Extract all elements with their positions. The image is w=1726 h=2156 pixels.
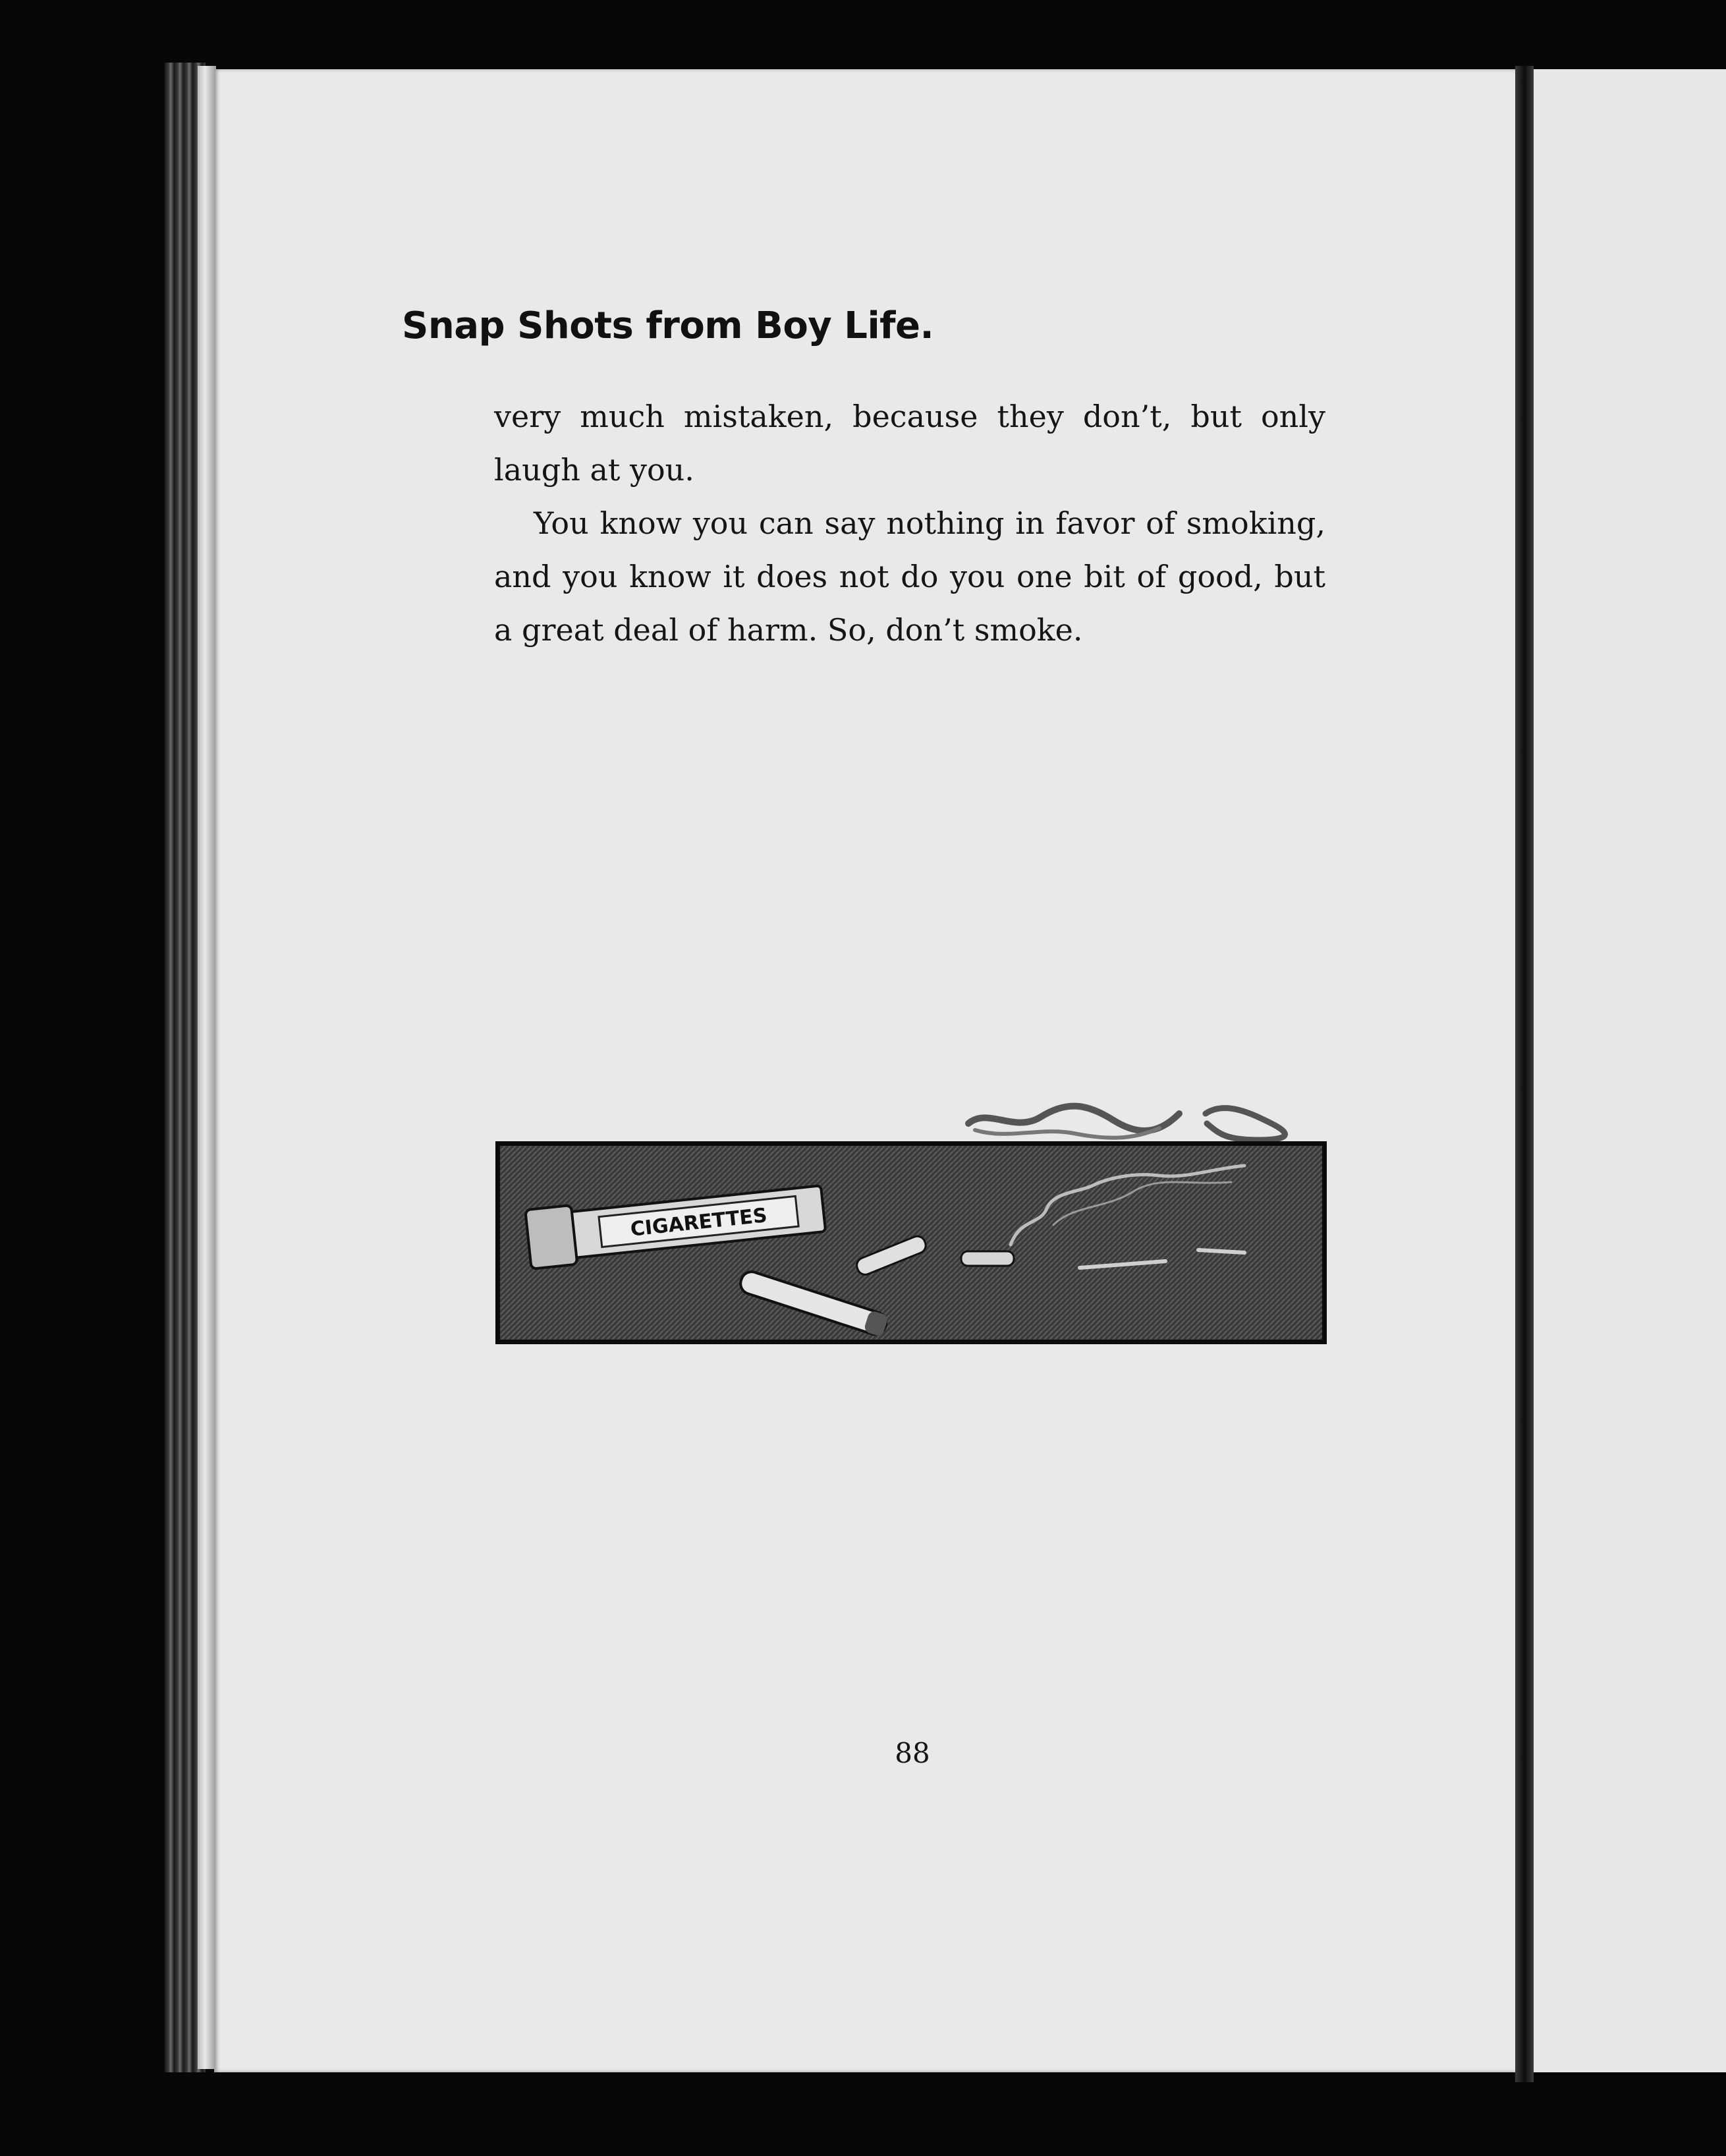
page-number: 88 <box>895 1737 930 1769</box>
match-stick <box>1198 1250 1244 1253</box>
package-label: CIGARETTES <box>629 1204 769 1241</box>
book-page <box>214 69 1525 2072</box>
body-text <box>494 390 1325 657</box>
paragraph: You know you can say nothing in favor of smoking, and you know it does not do you one bit of good, but a great deal of harm. So, don’t smoke. <box>494 505 1325 648</box>
cigarettes-illustration <box>495 1141 1327 1344</box>
paragraph-continued: very much mistaken, because they don’t, but only laugh at you. <box>494 399 1325 488</box>
smoke-wisps <box>962 1094 1304 1147</box>
book-page-edge-highlight <box>198 66 216 2069</box>
cigarette-butt <box>961 1251 1014 1266</box>
facing-page <box>1534 69 1726 2072</box>
book-gutter <box>1515 66 1534 2082</box>
running-head: Snap Shots from Boy Life. <box>402 304 934 347</box>
